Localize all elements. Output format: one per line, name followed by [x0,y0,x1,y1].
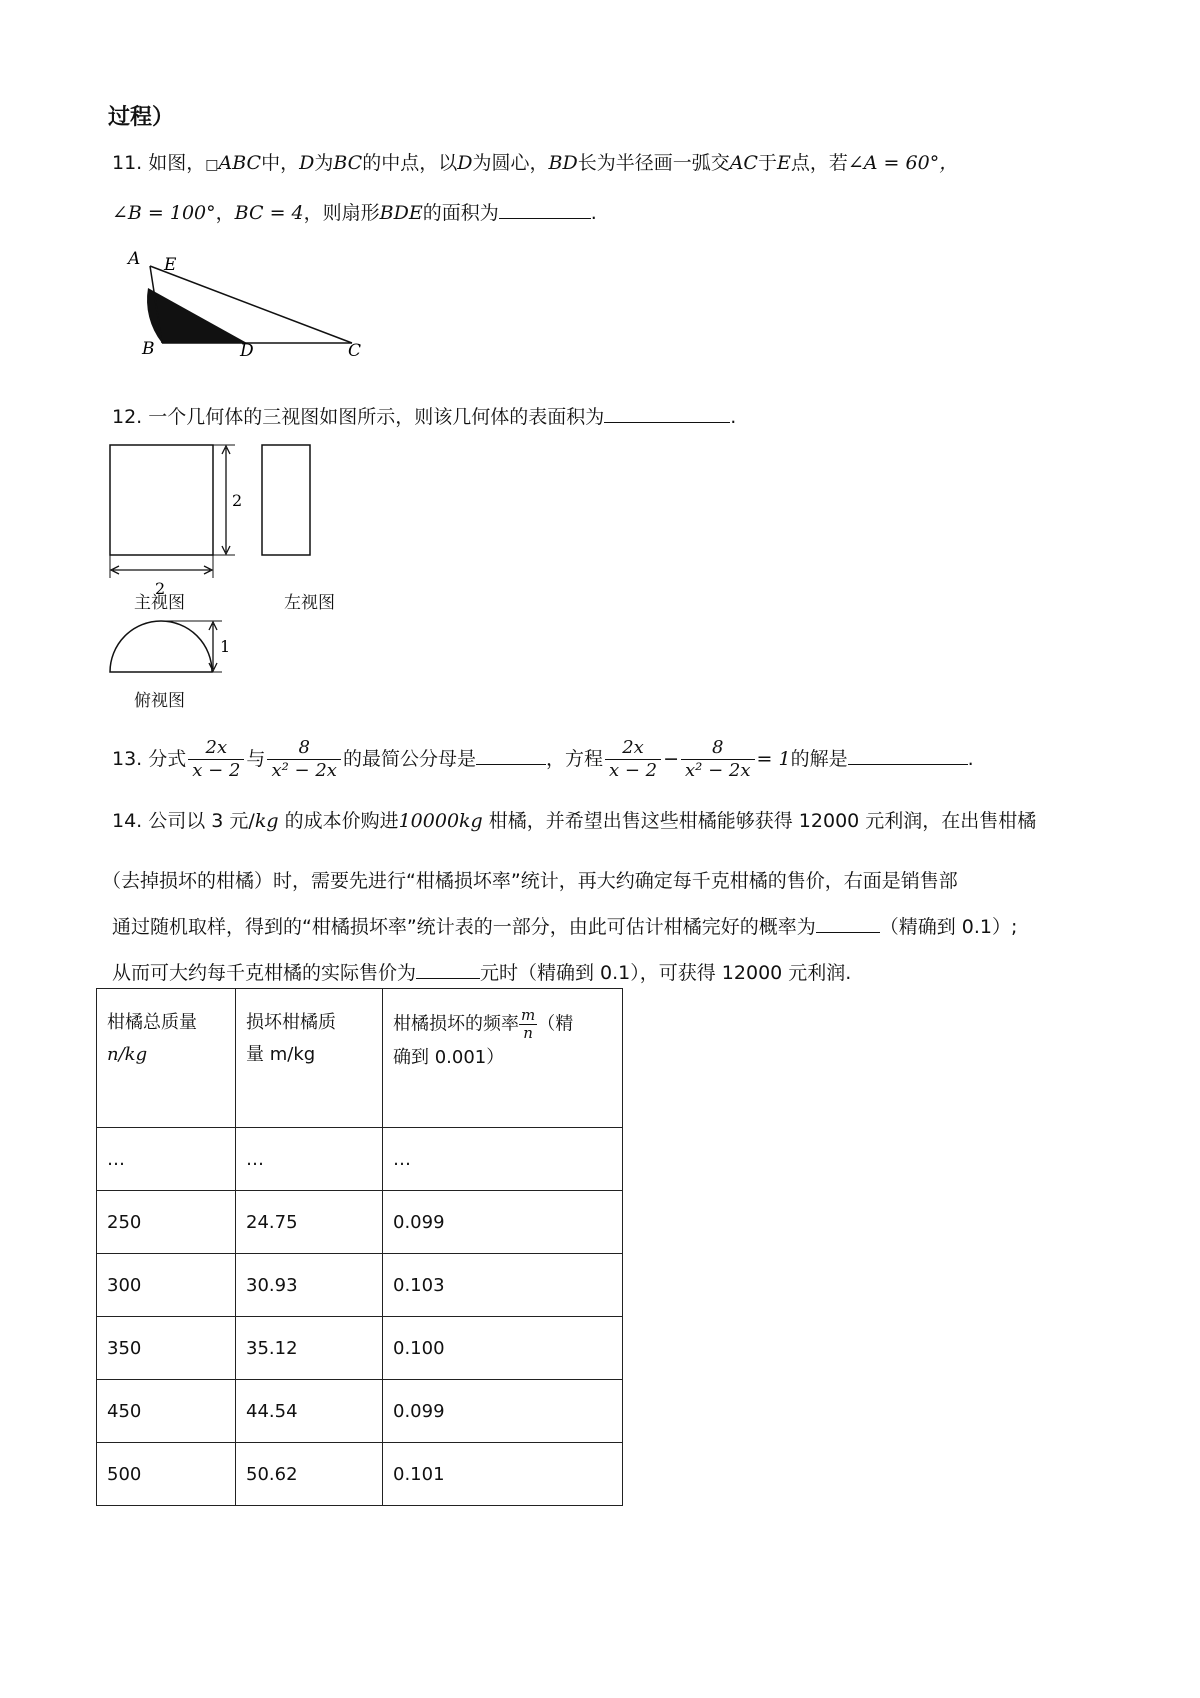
fraction-denominator: x² − 2x [267,759,341,782]
q13-text: 的最简公分母是 [342,748,476,770]
q14-text: （精确到 0.1）; [879,916,1018,938]
header-cell-frequency [383,989,623,1128]
fraction-2 [267,737,341,782]
q11-text: 的面积为 [422,202,499,224]
table-cell: 44.54 [236,1380,383,1443]
q11-line2 [112,200,597,226]
table-cell: 35.12 [236,1317,383,1380]
q13-number: 13. [112,748,143,770]
q11-bde: BDE [379,202,423,224]
header-text: 柑橘总质量 [107,1012,197,1033]
q13-answer-blank-2[interactable] [848,746,968,765]
table-row [97,1317,623,1380]
q11-bc-value: BC = 4 [234,202,304,224]
q13-text: 分式 [148,748,187,770]
table-cell: 24.75 [236,1191,383,1254]
q14-text: 的成本价购进 [284,810,399,832]
q12-text: 一个几何体的三视图如图所示，则该几何体的表面积为 [148,406,605,428]
fraction-3 [605,737,661,782]
table-row [97,1254,623,1317]
q14-line2: （去掉损坏的柑橘）时，需要先进行“柑橘损坏率”统计，再大约确定每千克柑橘的售价，右面是销售部 [102,870,958,892]
table-cell: 500 [97,1443,236,1506]
q13-period: . [967,748,974,770]
triangle-symbol: □ [205,157,219,173]
front-view-rect [110,445,213,555]
fraction-4 [681,737,755,782]
header-text-part: 柑橘损坏的频率 [393,1013,519,1035]
q11-answer-blank[interactable] [499,200,591,219]
q14-text: 元时（精确到 0.1），可获得 12000 元利润. [480,962,852,984]
fraction-numerator: 2x [622,737,644,758]
fraction-1 [188,737,244,782]
q11-angle-b: ∠B = 100° [112,202,216,224]
height-label: 2 [232,491,243,510]
q13-text: ，方程 [545,748,603,770]
q11-bd: BD [548,152,578,174]
fraction-denominator: x − 2 [605,759,661,782]
header-unit: n/kg [107,1044,148,1065]
label-c: C [348,341,362,361]
front-view-caption: 主视图 [134,593,185,613]
fraction-numerator: 2x [205,737,228,758]
q14-kg-unit: kg [254,810,279,832]
label-d: D [240,341,254,361]
q11-number: 11. [112,152,143,174]
q14-text: 通过随机取样，得到的“柑橘损坏率”统计表的一部分，由此可估计柑橘完好的概率为 [112,916,816,938]
q11-text: 如图， [148,152,206,174]
q11-text: 的中点，以 [362,152,458,174]
header-text-part: （精 [537,1013,574,1035]
width-label: 2 [155,579,166,598]
table-cell: 250 [97,1191,236,1254]
sector-bde [147,288,247,343]
q12-number: 12. [112,406,143,428]
q11-line1 [112,150,958,178]
fraction-denominator: n [519,1024,537,1042]
table-row [97,1191,623,1254]
fraction-denominator: x − 2 [188,759,244,782]
q13-text: 的解是 [790,748,848,770]
q11-text: ， [215,202,235,224]
q11-text: 点，若 [790,152,848,174]
table-cell: 450 [97,1380,236,1443]
q14-line1 [112,808,1036,834]
table-cell: 0.099 [383,1191,623,1254]
q11-period: . [590,202,597,224]
depth-label: 1 [220,637,231,656]
section-heading: 过程） [108,105,175,130]
fraction-numerator: 8 [298,737,310,758]
label-b: B [142,339,155,359]
q11-text: 为 [314,152,334,174]
table-cell: … [97,1128,236,1191]
damage-rate-table [96,988,623,1506]
label-e: E [164,255,177,275]
q14-answer-blank-1[interactable] [816,914,880,933]
q12-answer-blank[interactable] [604,404,730,423]
triangle-figure [120,248,370,368]
q14-line4 [112,960,851,986]
m-over-n-fraction [519,1007,537,1042]
q11-text: 为圆心， [472,152,549,174]
header-text: 损坏柑橘质 [246,1012,336,1033]
header-text: 确到 0.001） [393,1047,505,1068]
table-cell: 300 [97,1254,236,1317]
q13-answer-blank-1[interactable] [476,746,546,765]
q11-text: 中， [261,152,300,174]
q11-d: D [299,152,315,174]
table-cell: 50.62 [236,1443,383,1506]
side-view-caption: 左视图 [284,593,335,613]
table-cell: 0.099 [383,1380,623,1443]
label-a: A [128,249,141,269]
q12-period: . [730,406,737,428]
minus-sign: − [663,748,680,770]
fraction-numerator: 8 [712,737,724,758]
fraction-denominator: x² − 2x [681,759,755,782]
q11-e: E [776,152,791,174]
header-text [393,1007,612,1042]
table-header-row [97,989,623,1128]
q11-text: ，则扇形 [303,202,380,224]
table-cell: … [383,1128,623,1191]
q11-abc: ABC [218,152,262,174]
three-view-figure [100,440,360,710]
table-row [97,1380,623,1443]
q11-bc: BC [333,152,363,174]
q13-text: 与 [246,748,266,770]
header-cell-damaged-mass [236,989,383,1128]
q12-line [112,404,736,430]
q14-answer-blank-2[interactable] [416,960,480,979]
header-unit: 量 m/kg [246,1044,316,1065]
q11-text: 于 [757,152,777,174]
table-cell: 0.101 [383,1443,623,1506]
q13-line [112,734,974,784]
q14-number: 14. [112,810,143,832]
q11-d: D [457,152,473,174]
top-view-semicircle [110,621,212,672]
table-cell: 0.103 [383,1254,623,1317]
table-row [97,1443,623,1506]
q14-text: 柑橘，并希望出售这些柑橘能够获得 12000 元利润，在出售柑橘 [488,810,1037,832]
q14-line3 [112,914,1017,940]
q11-ac: AC [729,152,758,174]
top-view-caption: 俯视图 [134,691,185,711]
q14-text: 公司以 3 元/ [148,810,255,832]
equals-one: = 1 [756,748,791,770]
table-row [97,1128,623,1191]
q11-text: 长为半径画一弧交 [577,152,730,174]
table-cell: 0.100 [383,1317,623,1380]
table-cell: 30.93 [236,1254,383,1317]
q14-text: 从而可大约每千克柑橘的实际售价为 [112,962,417,984]
q14-amount: 10000kg [398,810,483,832]
q11-angle-a: ∠A = 60°， [847,152,959,174]
table-cell: … [236,1128,383,1191]
fraction-numerator: m [521,1006,536,1024]
header-cell-total-mass [97,989,236,1128]
table-cell: 350 [97,1317,236,1380]
side-view-rect [262,445,310,555]
